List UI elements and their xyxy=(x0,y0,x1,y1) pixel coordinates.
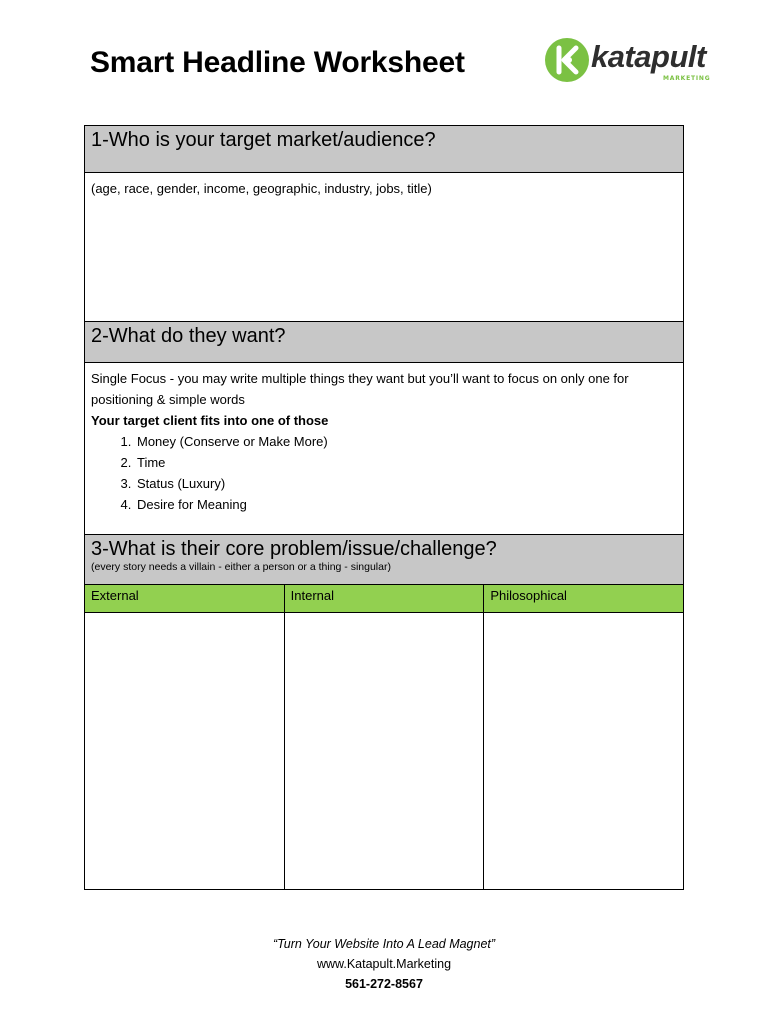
section-description xyxy=(85,363,683,431)
column-header-philosophical: Philosophical xyxy=(490,588,567,603)
katapult-k-icon xyxy=(544,37,590,83)
logo-wordmark: katapult xyxy=(591,39,706,74)
philosophical-answer-area[interactable] xyxy=(484,613,683,889)
bold-line: Your target client fits into one of those xyxy=(91,413,329,428)
section-core-problem xyxy=(84,534,684,890)
external-answer-area[interactable] xyxy=(85,613,285,889)
worksheet-title: Smart Headline Worksheet xyxy=(90,46,465,79)
katapult-logo xyxy=(544,37,716,87)
section-note: (every story needs a villain - either a person or a thing - singular) xyxy=(91,561,391,573)
wants-list xyxy=(85,431,683,515)
section-header xyxy=(85,535,683,585)
section-hint: (age, race, gender, income, geographic, industry, jobs, title) xyxy=(91,181,432,196)
section-target-market xyxy=(84,125,684,322)
section-heading: 1-Who is your target market/audience? xyxy=(91,129,436,151)
logo-subword: MARKETING xyxy=(663,75,711,82)
column-header-internal: Internal xyxy=(285,585,485,612)
footer-phone: 561-272-8567 xyxy=(345,977,423,991)
description-text: Single Focus - you may write multiple things they want but you’ll want to focus on only one for positioning & simple words xyxy=(91,371,629,407)
section-heading: 3-What is their core problem/issue/challenge? xyxy=(91,538,497,560)
list-item: 2. Time xyxy=(135,452,683,473)
footer-website: www.Katapult.Marketing xyxy=(316,957,452,971)
section-what-they-want xyxy=(84,321,684,535)
section-header xyxy=(85,126,683,173)
list-item: 1. Money (Conserve or Make More) xyxy=(135,431,683,452)
list-item: 3. Status (Luxury) xyxy=(135,473,683,494)
problem-columns-body xyxy=(85,613,683,889)
footer-tagline: “Turn Your Website Into A Lead Magnet” xyxy=(272,937,496,951)
problem-columns-header xyxy=(85,585,683,613)
section-header xyxy=(85,322,683,363)
internal-answer-area[interactable] xyxy=(285,613,485,889)
section-heading: 2-What do they want? xyxy=(91,325,286,347)
list-item: 4. Desire for Meaning xyxy=(135,494,683,515)
column-header-external: External xyxy=(85,585,285,612)
